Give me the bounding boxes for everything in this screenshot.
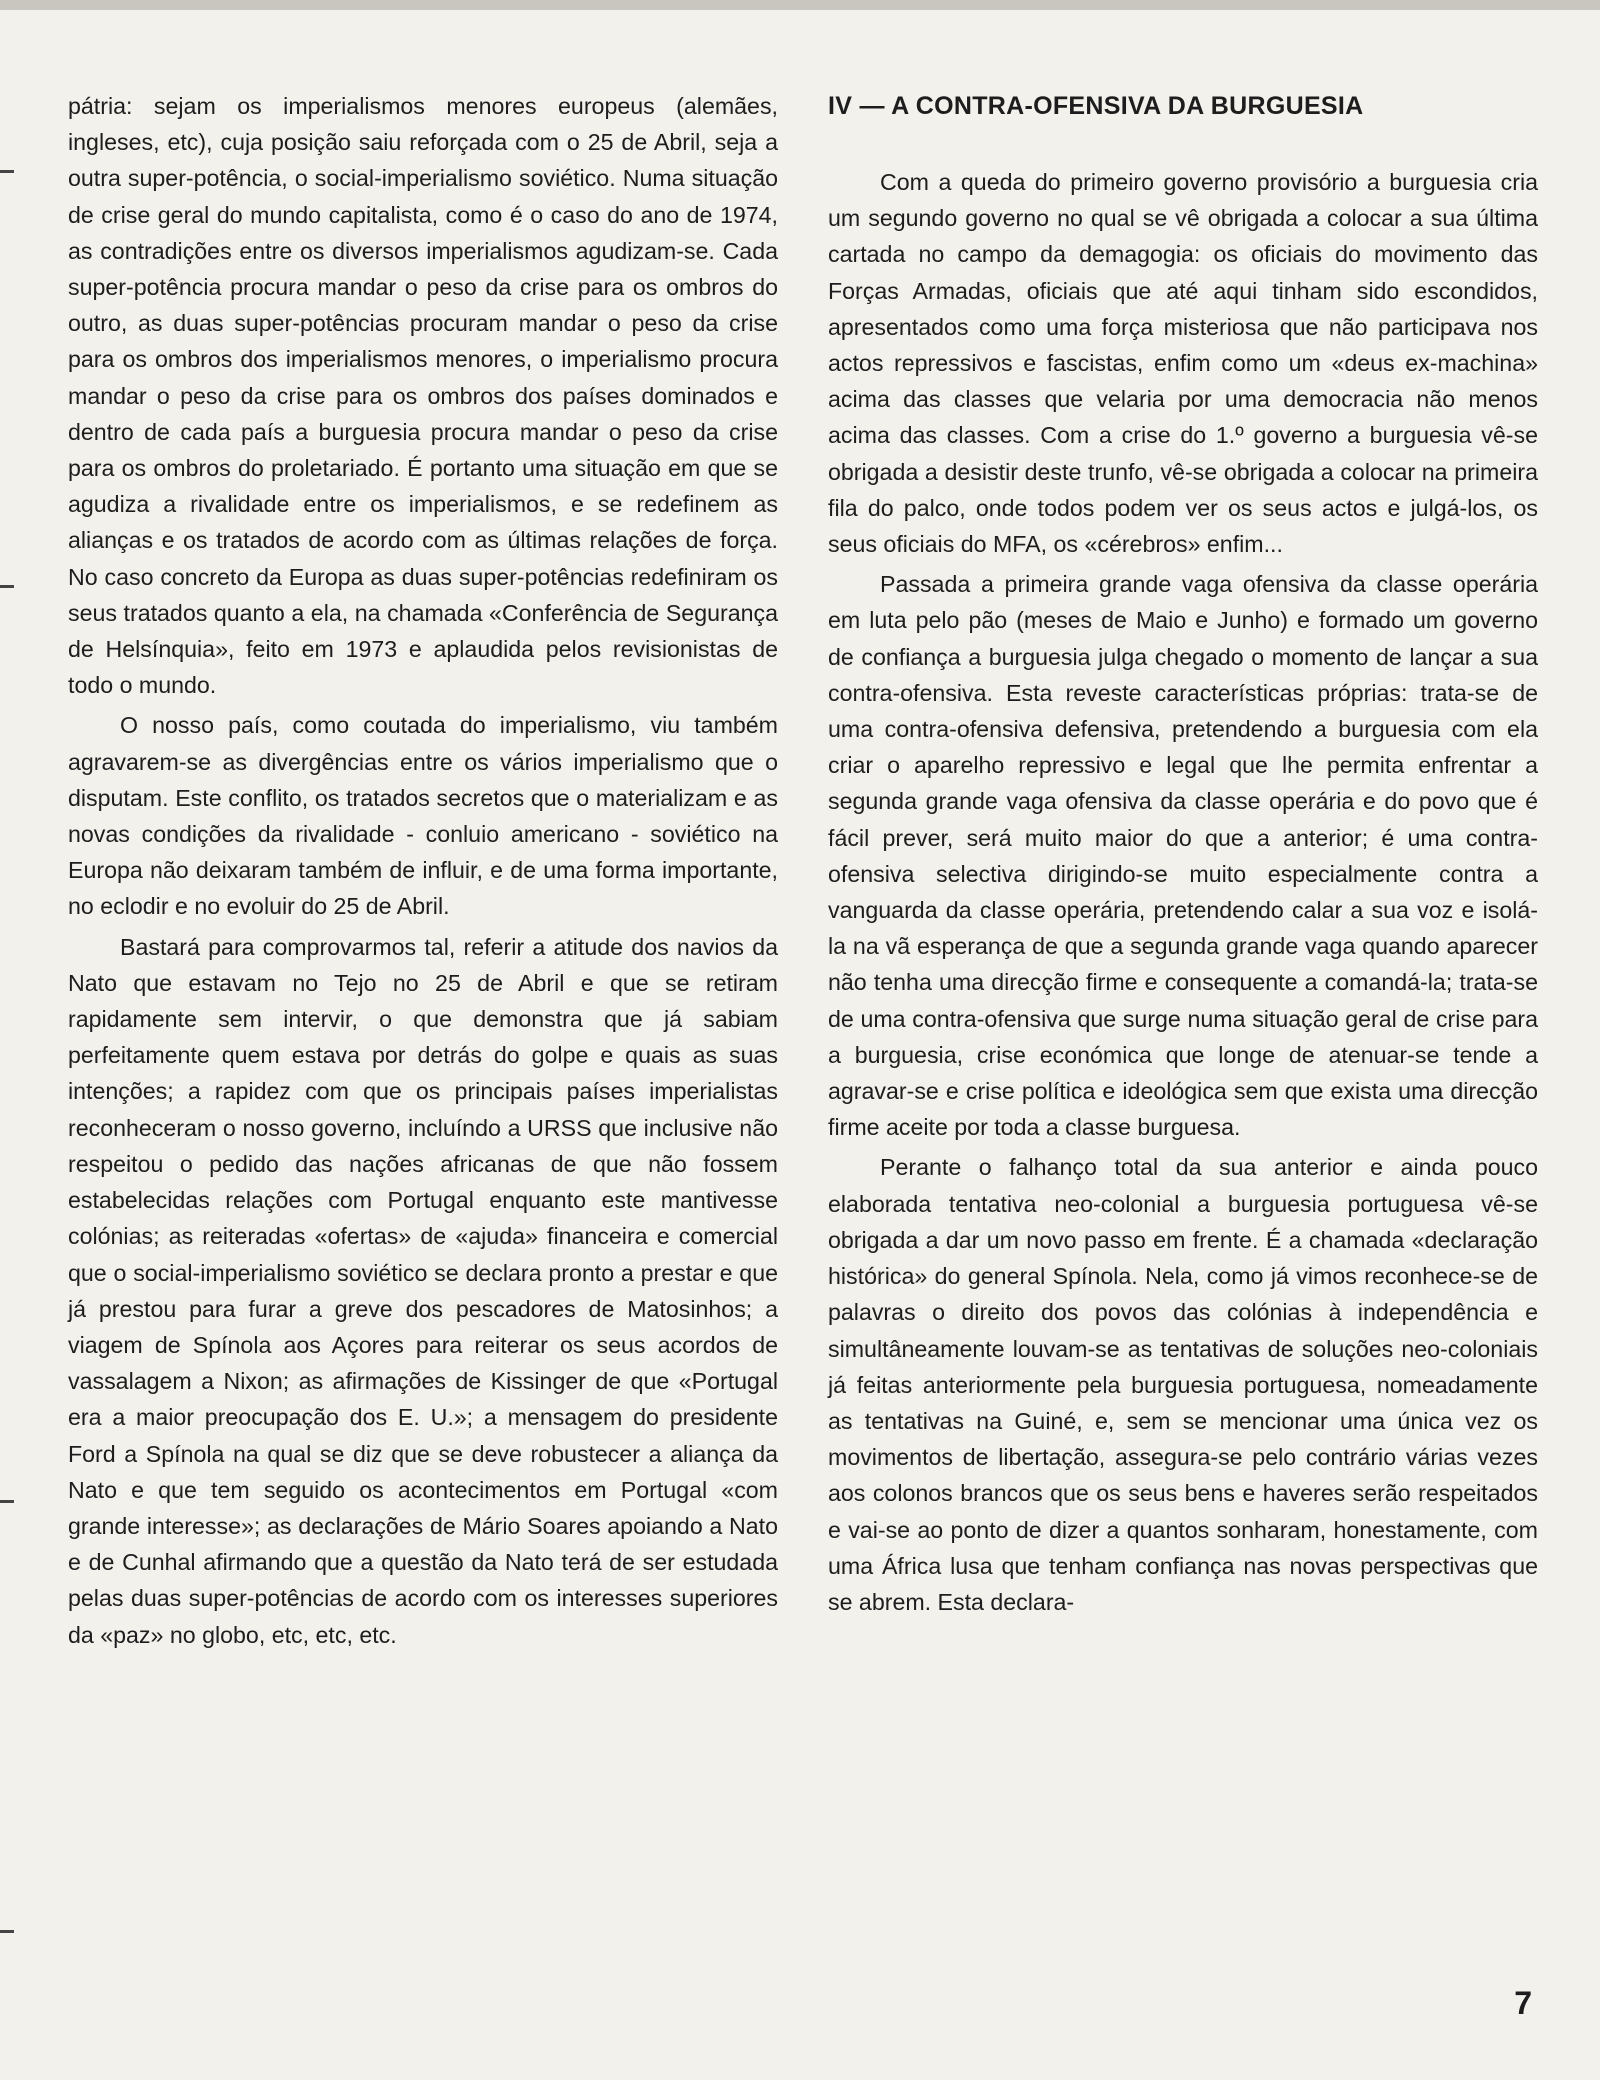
document-page (68, 88, 1538, 1988)
section-title: IV — A CONTRA-OFENSIVA DA BURGUESIA (828, 92, 1364, 120)
margin-mark (0, 585, 14, 588)
body-paragraph: Com a queda do primeiro governo provisório a burguesia cria um segundo governo no qual se vê obrigada a colocar a sua última cartada no campo da demagogia: os oficiais do movimento das Forças Armadas, oficiais que até aqui tinham sido escondidos, apresentados como uma força misteriosa que não participava nos actos repressivos e fascistas, enfim como um «deus ex-machina» acima das classes que velaria por uma democracia não menos acima das classes. Com a crise do 1.º governo a burguesia vê-se obrigada a desistir deste trunfo, vê-se obrigada a colocar na primeira fila do palco, onde todos podem ver os seus actos e julgá-los, os seus oficiais do MFA, os «cérebros» enfim... (828, 169, 1538, 558)
left-column (68, 88, 778, 1653)
margin-mark (0, 170, 14, 173)
margin-mark (0, 1500, 14, 1503)
body-paragraph: Bastará para comprovarmos tal, referir a atitude dos navios da Nato que estavam no Tejo no 25 de Abril e que se retiram rapidamente sem intervir, o que demonstra que já sabiam perfeitamente quem estava por detrás do golpe e quais as suas intenções; a rapidez com que os principais países imperialistas reconheceram o nosso governo, incluíndo a URSS que inclusive não respeitou o pedido das nações africanas de que não fossem estabelecidas relações com Portugal enquanto este mantivesse colónias; as reiteradas «ofertas» de «ajuda» financeira e comercial que o social-imperialismo soviético se declara pronto a prestar e que já prestou para furar a greve dos pescadores de Matosinhos; a viagem de Spínola aos Açores para reiterar os seus acordos de vassalagem a Nixon; as afirmações de Kissinger de que «Portugal era a maior preocupação dos E. U.»; a mensagem do presidente Ford a Spínola na qual se diz que se deve robustecer a aliança da Nato e que tem seguido os acontecimentos em Portugal «com grande interesse»; as declarações de Mário Soares apoiando a Nato e de Cunhal afirmando que a questão da Nato terá de ser estudada pelas duas super-potências de acordo com os interesses superiores da «paz» no globo, etc, etc, etc. (68, 933, 778, 1648)
page-number: 7 (1514, 1985, 1532, 2021)
body-paragraph: pátria: sejam os imperialismos menores europeus (alemães, ingleses, etc), cuja posição saiu reforçada com o 25 de Abril, seja a outra super-potência, o social-imperialismo soviético. Numa situação de crise geral do mundo capitalista, como é o caso do ano de 1974, as contradições entre os diversos imperialismos agudizam-se. Cada super-potência procura mandar o peso da crise para os ombros do outro, as duas super-potências procuram mandar o peso da crise para os ombros dos imperialismos menores, o imperialismo procura mandar o peso da crise para os ombros dos países dominados e dentro de cada país a burguesia procura mandar o peso da crise para os ombros do proletariado. É portanto uma situação em que se agudiza a rivalidade entre os imperialismos, e se redefinem as alianças e os tratados de acordo com as últimas relações de força. No caso concreto da Europa as duas super-potências redefiniram os seus tratados quanto a ela, na chamada «Conferência de Segurança de Helsínquia», feito em 1973 e aplaudida pelos revisionistas de todo o mundo. (68, 93, 778, 699)
body-paragraph: O nosso país, como coutada do imperialismo, viu também agravarem-se as divergências entre os vários imperialismo que o disputam. Este conflito, os tratados secretos que o materializam e as novas condições da rivalidade - conluio americano - soviético na Europa não deixaram também de influir, e de uma forma importante, no eclodir e no evoluir do 25 de Abril. (68, 712, 778, 920)
body-paragraph: Passada a primeira grande vaga ofensiva da classe operária em luta pelo pão (meses de Maio e Junho) e formado um governo de confiança a burguesia julga chegado o momento de lançar a sua contra-ofensiva. Esta reveste características próprias: trata-se de uma contra-ofensiva defensiva, pretendendo a burguesia com ela criar o aparelho repressivo e legal que lhe permita enfrentar a segunda grande vaga ofensiva da classe operária e do povo que é fácil prever, será muito maior do que a anterior; é uma contra-ofensiva selectiva dirigindo-se muito especialmente contra a vanguarda da classe operária, pretendendo calar a sua voz e isolá-la na vã esperança de que a segunda grande vaga quando aparecer não tenha uma direcção firme e consequente a comandá-la; trata-se de uma contra-ofensiva que surge numa situação geral de crise para a burguesia, crise económica que longe de atenuar-se tende a agravar-se e crise política e ideológica sem que exista uma direcção firme aceite por toda a classe burguesa. (828, 571, 1538, 1141)
right-column (828, 88, 1538, 1620)
body-paragraph: Perante o falhanço total da sua anterior e ainda pouco elaborada tentativa neo-colonial a burguesia portuguesa vê-se obrigada a dar um novo passo em frente. É a chamada «declaração histórica» do general Spínola. Nela, como já vimos reconhece-se de palavras o direito dos povos das colónias à independência e simultâneamente louvam-se as tentativas de soluções neo-coloniais já feitas anteriormente pela burguesia portuguesa, nomeadamente as tentativas na Guiné, e, sem se mencionar uma única vez os movimentos de libertação, assegura-se pelo contrário várias vezes aos colonos brancos que os seus bens e haveres serão respeitados e vai-se ao ponto de dizer a quantos sonharam, honestamente, com uma África lusa que tenham confiança nas novas perspectivas que se abrem. Esta declara- (828, 1154, 1538, 1615)
top-edge-rule (0, 0, 1600, 10)
margin-mark (0, 1930, 14, 1933)
